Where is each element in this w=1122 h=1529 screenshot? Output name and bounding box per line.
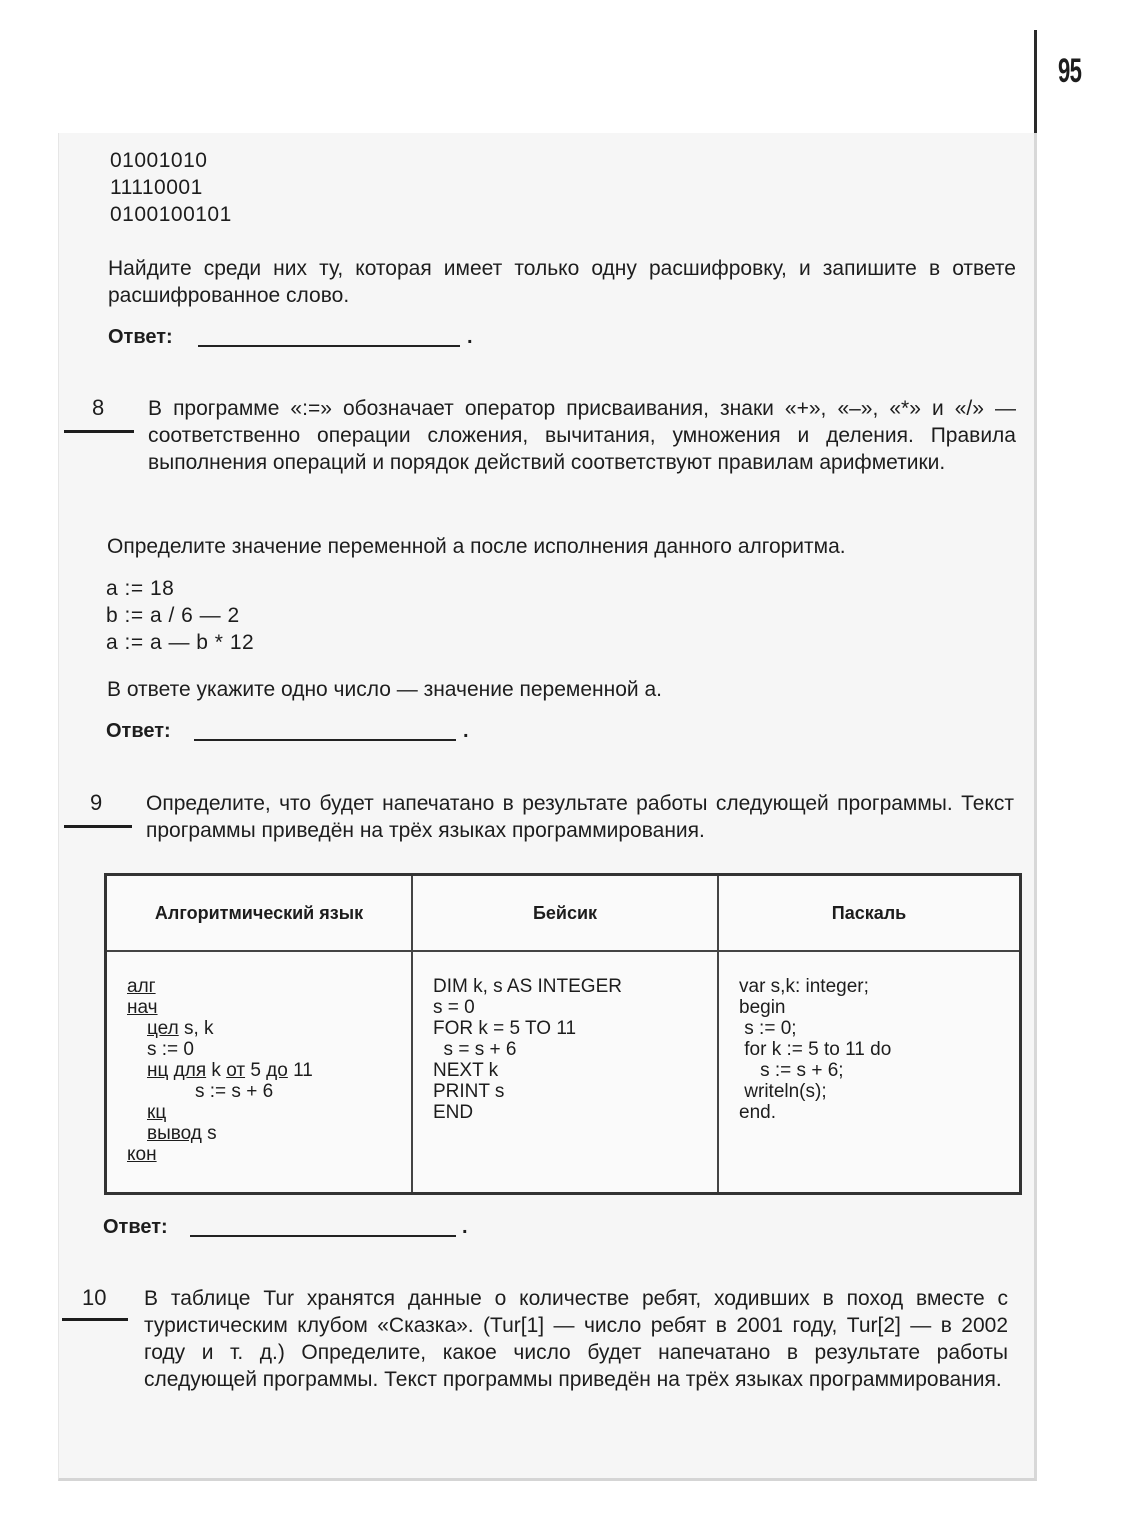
code-text: k xyxy=(206,1060,227,1081)
kw-nc: нц xyxy=(147,1060,169,1081)
kw-dlya: для xyxy=(173,1060,207,1081)
code-item: 11110001 xyxy=(110,176,203,199)
table-code-row xyxy=(106,951,1021,1194)
code-line: begin xyxy=(739,997,786,1018)
code-line: s = 0 xyxy=(433,997,475,1018)
header-rule xyxy=(1034,30,1037,136)
algorithmic-code xyxy=(106,951,413,1194)
kw-kc xyxy=(127,1102,411,1123)
kw-cel: цел xyxy=(147,1018,179,1039)
pascal-code xyxy=(718,951,1021,1194)
code-line: FOR k = 5 TO 11 xyxy=(433,1018,577,1039)
task8-code xyxy=(106,575,254,656)
code-list xyxy=(110,147,232,228)
code-line: a := 18 xyxy=(106,577,175,600)
task9-text: Определите, что будет напечатано в результате работы следующей программы. Текст программы приведён на трёх языках программирования. xyxy=(146,792,1014,842)
code-text: s, k xyxy=(178,1018,214,1039)
code-line: var s,k: integer; xyxy=(739,976,869,997)
code-item: 0100100101 xyxy=(110,203,232,226)
code-line: NEXT k xyxy=(433,1060,499,1081)
code-line: s := s + 6; xyxy=(739,1060,844,1081)
answer-end: . xyxy=(467,326,473,348)
code-line: END xyxy=(433,1102,474,1123)
code-line: s := s + 6 xyxy=(195,1081,274,1102)
answer-end: . xyxy=(463,720,469,742)
task7-instruction: Найдите среди них ту, которая имеет только одну расшифровку, и запишите в ответе расшифрованное слово. xyxy=(108,257,1016,307)
code-line: PRINT s xyxy=(433,1081,505,1102)
kw-nach: нач xyxy=(127,997,158,1018)
kw-ot: от xyxy=(226,1060,246,1081)
code-line: writeln(s); xyxy=(739,1081,827,1102)
code-line xyxy=(127,1123,411,1144)
task10-text: В таблице Tur хранятся данные о количестве ребят, ходивших в поход вместе с туристическим клубом «Сказка». (Tur[1] — число ребят в 2001 году, Tur[2] — в 2002 году и т. д.) Определите, какое число будет напечатано в результате работы следующей программы. Текст программы приведён на трёх языках программирования. xyxy=(144,1287,1008,1391)
answer-label: Ответ: xyxy=(106,720,171,742)
task-number: 10 xyxy=(82,1285,107,1310)
answer-field[interactable] xyxy=(198,345,460,347)
code-line: a := a — b * 12 xyxy=(106,631,255,654)
code-line xyxy=(127,1060,411,1081)
task-number: 8 xyxy=(92,395,105,420)
code-line xyxy=(127,1018,411,1039)
header-pascal: Паскаль xyxy=(718,875,1021,952)
header-basic: Бейсик xyxy=(412,875,718,952)
answer-label: Ответ: xyxy=(103,1216,168,1238)
task-number: 9 xyxy=(90,790,103,815)
code-line: b := a / 6 — 2 xyxy=(106,604,240,627)
page-number: 95 xyxy=(1058,52,1082,90)
kw-alg: алг xyxy=(127,976,156,997)
task8-question: Определите значение переменной a после исполнения данного алгоритма. xyxy=(107,535,846,558)
header-algorithmic: Алгоритмический язык xyxy=(106,875,413,952)
answer-label: Ответ: xyxy=(108,326,173,348)
basic-code xyxy=(412,951,718,1194)
answer-field[interactable] xyxy=(194,739,456,741)
code-item: 01001010 xyxy=(110,149,208,172)
answer-field[interactable] xyxy=(190,1235,456,1237)
table-header-row xyxy=(106,875,1021,952)
kw-do: до xyxy=(266,1060,288,1081)
code-line: DIM k, s AS INTEGER xyxy=(433,976,622,997)
code-text: 11 xyxy=(287,1060,313,1081)
answer-end: . xyxy=(462,1216,468,1238)
code-line: s := 0; xyxy=(739,1018,797,1039)
code-line: end. xyxy=(739,1102,776,1123)
code-text: 5 xyxy=(245,1060,267,1081)
code-line: s = s + 6 xyxy=(433,1039,517,1060)
task-number-bar xyxy=(64,825,132,828)
kw-kon: кон xyxy=(127,1144,157,1165)
code-text: s xyxy=(201,1123,217,1144)
task-number-bar xyxy=(64,430,134,433)
code-line: s := 0 xyxy=(147,1039,194,1060)
program-table xyxy=(104,873,1022,1195)
kw-kc-text: кц xyxy=(147,1102,167,1123)
kw-vyvod: вывод xyxy=(147,1123,202,1144)
task-number-bar xyxy=(62,1318,128,1321)
code-line: for k := 5 to 11 do xyxy=(739,1039,892,1060)
task8-text: В программе «:=» обозначает оператор присваивания, знаки «+», «–», «*» и «/» — соответственно операции сложения, вычитания, умножения и деления. Правила выполнения операций и порядок действий соответствуют правилам арифметики. xyxy=(148,397,1016,474)
task8-hint: В ответе укажите одно число — значение переменной a. xyxy=(107,678,662,701)
